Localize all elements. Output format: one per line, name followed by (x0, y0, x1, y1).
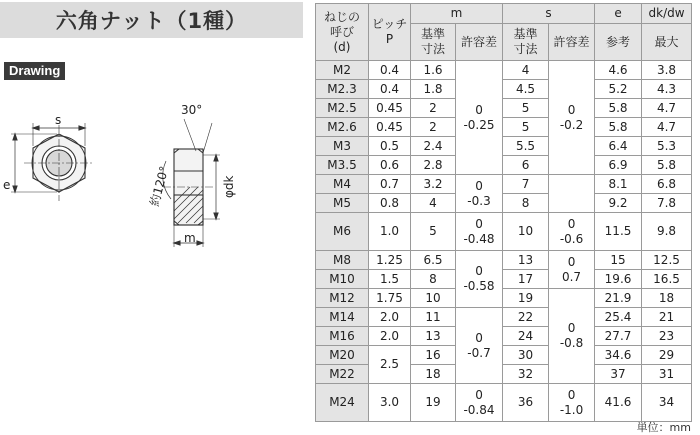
table-row (316, 213, 692, 251)
m-tol-cell: 0 -0.84 (456, 384, 503, 422)
e-cell: 19.6 (595, 270, 642, 289)
m-cell: 13 (411, 327, 456, 346)
col-size-header: ねじの 呼び (d) (316, 4, 369, 61)
table-row (316, 80, 692, 99)
e-cell: 34.6 (595, 346, 642, 365)
size-cell: M20 (316, 346, 369, 365)
col-pitch-header: ピッチ P (369, 4, 411, 61)
s-cell: 5.5 (503, 137, 549, 156)
drawing-label: Drawing (4, 62, 65, 80)
m-cell: 18 (411, 365, 456, 384)
s-cell: 5 (503, 118, 549, 137)
e-cell: 25.4 (595, 308, 642, 327)
pitch-cell: 0.45 (369, 118, 411, 137)
e-cell: 37 (595, 365, 642, 384)
size-cell: M24 (316, 384, 369, 422)
e-cell: 5.8 (595, 99, 642, 118)
s-cell: 32 (503, 365, 549, 384)
e-cell: 11.5 (595, 213, 642, 251)
m-tol-cell: 0 -0.3 (456, 175, 503, 213)
e-cell: 5.2 (595, 80, 642, 99)
dk-cell: 4.7 (642, 99, 692, 118)
pitch-cell: 2.0 (369, 327, 411, 346)
dk-cell: 6.8 (642, 175, 692, 194)
dk-cell: 23 (642, 327, 692, 346)
pitch-cell: 0.4 (369, 80, 411, 99)
table-row (316, 251, 692, 270)
size-cell: M2 (316, 61, 369, 80)
s-cell: 4.5 (503, 80, 549, 99)
m-cell: 8 (411, 270, 456, 289)
s-cell: 36 (503, 384, 549, 422)
m-cell: 3.2 (411, 175, 456, 194)
m-cell: 2.4 (411, 137, 456, 156)
dk-cell: 16.5 (642, 270, 692, 289)
m-cell: 2 (411, 118, 456, 137)
table-row (316, 99, 692, 118)
m-tol-cell: 0 -0.25 (456, 61, 503, 175)
dk-cell: 21 (642, 308, 692, 327)
s-cell: 13 (503, 251, 549, 270)
s-cell: 10 (503, 213, 549, 251)
dim-dk-label: φdk (222, 175, 236, 198)
m-cell: 2.8 (411, 156, 456, 175)
col-m-header: m (411, 4, 503, 24)
table-row (316, 61, 692, 80)
m-tol-cell: 0 -0.58 (456, 251, 503, 308)
s-tol-cell: 0 0.7 (549, 251, 595, 289)
dk-cell: 18 (642, 289, 692, 308)
table-row (316, 384, 692, 422)
s-tol-cell-blank (549, 175, 595, 213)
size-cell: M10 (316, 270, 369, 289)
dk-cell: 5.8 (642, 156, 692, 175)
dk-cell: 5.3 (642, 137, 692, 156)
m-cell: 16 (411, 346, 456, 365)
e-cell: 4.6 (595, 61, 642, 80)
size-cell: M3.5 (316, 156, 369, 175)
e-cell: 21.9 (595, 289, 642, 308)
dk-cell: 29 (642, 346, 692, 365)
size-cell: M2.6 (316, 118, 369, 137)
pitch-cell: 1.5 (369, 270, 411, 289)
size-cell: M4 (316, 175, 369, 194)
s-cell: 24 (503, 327, 549, 346)
table-row (316, 308, 692, 327)
s-cell: 8 (503, 194, 549, 213)
spec-table (315, 3, 692, 422)
dk-cell: 7.8 (642, 194, 692, 213)
dk-cell: 34 (642, 384, 692, 422)
unit-note: 単位：mm (636, 421, 691, 434)
table-row (316, 346, 692, 365)
size-cell: M12 (316, 289, 369, 308)
dk-cell: 4.3 (642, 80, 692, 99)
m-cell: 19 (411, 384, 456, 422)
pitch-cell: 1.25 (369, 251, 411, 270)
dim-m-label: m (184, 231, 196, 245)
e-cell: 5.8 (595, 118, 642, 137)
s-cell: 4 (503, 61, 549, 80)
table-row (316, 194, 692, 213)
e-cell: 41.6 (595, 384, 642, 422)
m-cell: 4 (411, 194, 456, 213)
e-cell: 6.9 (595, 156, 642, 175)
col-m-tol-header: 許容差 (456, 24, 503, 61)
pitch-cell: 0.6 (369, 156, 411, 175)
table-row (316, 137, 692, 156)
s-tol-cell: 0 -1.0 (549, 384, 595, 422)
s-tol-cell: 0 -0.6 (549, 213, 595, 251)
page-title: 六角ナット（1種） (55, 9, 248, 33)
size-cell: M2.5 (316, 99, 369, 118)
e-cell: 8.1 (595, 175, 642, 194)
e-cell: 15 (595, 251, 642, 270)
col-e-header: e (595, 4, 642, 24)
dk-cell: 3.8 (642, 61, 692, 80)
nut-drawing (0, 95, 300, 270)
dk-cell: 31 (642, 365, 692, 384)
table-row (316, 270, 692, 289)
table-row (316, 289, 692, 308)
m-cell: 2 (411, 99, 456, 118)
dim-s-label: s (55, 113, 62, 127)
e-cell: 6.4 (595, 137, 642, 156)
dk-cell: 12.5 (642, 251, 692, 270)
s-cell: 30 (503, 346, 549, 365)
s-cell: 5 (503, 99, 549, 118)
size-cell: M6 (316, 213, 369, 251)
size-cell: M5 (316, 194, 369, 213)
col-s-basic-header: 基準 寸法 (503, 24, 549, 61)
pitch-cell: 1.75 (369, 289, 411, 308)
s-cell: 7 (503, 175, 549, 194)
m-cell: 5 (411, 213, 456, 251)
col-dk-max-header: 最大 (642, 24, 692, 61)
s-cell: 6 (503, 156, 549, 175)
title-bar (0, 2, 303, 38)
dk-cell: 9.8 (642, 213, 692, 251)
dim-120-label: 約120° (147, 164, 172, 208)
pitch-cell: 0.4 (369, 61, 411, 80)
m-cell: 1.6 (411, 61, 456, 80)
pitch-cell: 0.8 (369, 194, 411, 213)
pitch-cell: 2.5 (369, 346, 411, 384)
size-cell: M2.3 (316, 80, 369, 99)
pitch-cell: 0.45 (369, 99, 411, 118)
s-cell: 17 (503, 270, 549, 289)
dk-cell: 4.7 (642, 118, 692, 137)
size-cell: M3 (316, 137, 369, 156)
table-row (316, 118, 692, 137)
col-dk-header: dk/dw (642, 4, 692, 24)
size-cell: M16 (316, 327, 369, 346)
m-cell: 6.5 (411, 251, 456, 270)
s-cell: 22 (503, 308, 549, 327)
size-cell: M14 (316, 308, 369, 327)
pitch-cell: 1.0 (369, 213, 411, 251)
pitch-cell: 2.0 (369, 308, 411, 327)
m-cell: 11 (411, 308, 456, 327)
col-m-basic-header: 基準 寸法 (411, 24, 456, 61)
size-cell: M8 (316, 251, 369, 270)
e-cell: 27.7 (595, 327, 642, 346)
m-cell: 10 (411, 289, 456, 308)
e-cell: 9.2 (595, 194, 642, 213)
pitch-cell: 0.7 (369, 175, 411, 194)
dim-e-label: e (3, 178, 11, 192)
col-s-header: s (503, 4, 595, 24)
m-tol-cell: 0 -0.7 (456, 308, 503, 384)
table-row (316, 175, 692, 194)
col-s-tol-header: 許容差 (549, 24, 595, 61)
m-cell: 1.8 (411, 80, 456, 99)
pitch-cell: 3.0 (369, 384, 411, 422)
dim-30-label: 30° (181, 103, 203, 117)
s-cell: 19 (503, 289, 549, 308)
s-tol-cell: 0 -0.8 (549, 289, 595, 384)
size-cell: M22 (316, 365, 369, 384)
table-row (316, 327, 692, 346)
m-tol-cell: 0 -0.48 (456, 213, 503, 251)
pitch-cell: 0.5 (369, 137, 411, 156)
col-e-ref-header: 参考 (595, 24, 642, 61)
table-row (316, 156, 692, 175)
s-tol-cell: 0 -0.2 (549, 61, 595, 175)
